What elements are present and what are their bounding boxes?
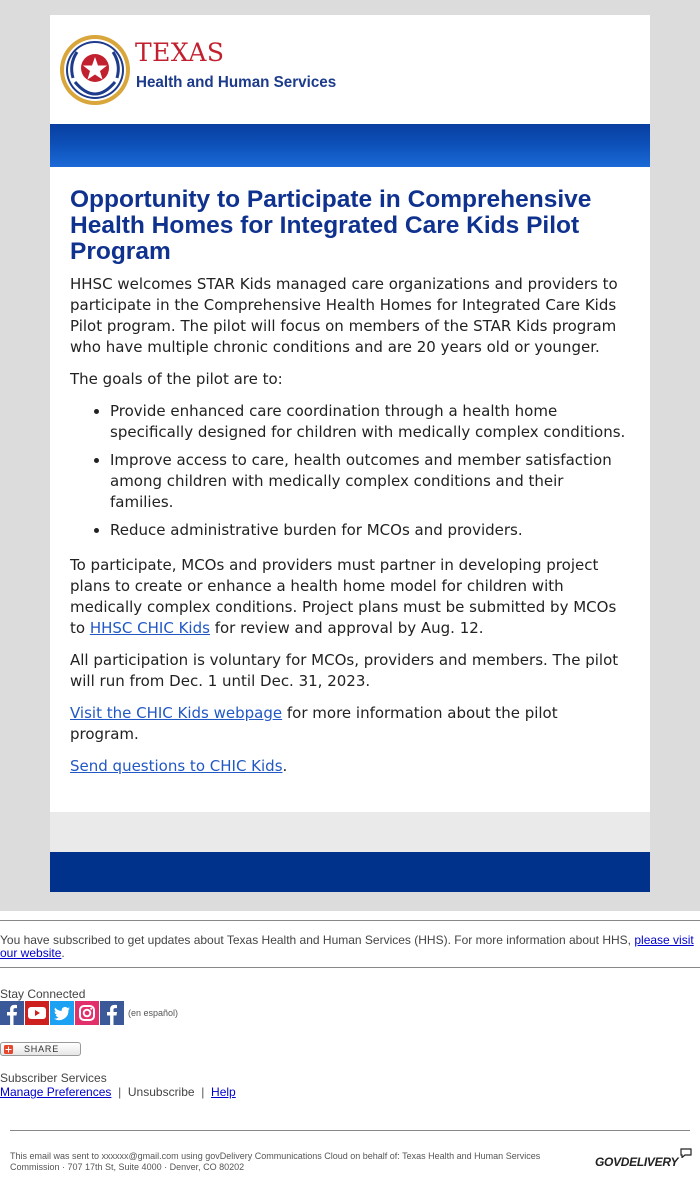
subscription-tail: .	[61, 946, 65, 960]
goals-list	[70, 401, 630, 541]
subscription-text: You have subscribed to get updates about Texas Health and Human Services (HHS). For more information about HHS,	[0, 933, 632, 947]
hhsc-chic-kids-link[interactable]: HHSC CHIC Kids	[89, 619, 210, 637]
govdelivery-brand: GOVDELIVERY	[595, 1155, 679, 1169]
facebook-icon[interactable]	[100, 1001, 124, 1025]
logo-subtitle: Health and Human Services	[136, 74, 337, 91]
webpage-paragraph	[70, 703, 630, 745]
questions-tail: .	[282, 757, 288, 775]
subscriber-links	[0, 1086, 700, 1099]
subscription-notice	[0, 934, 700, 960]
webpage-tail: for more information about the pilot program.	[70, 704, 558, 743]
visit-website-link[interactable]: please visit our website	[0, 933, 694, 960]
list-item: • Provide enhanced care coordination through a health home specifically designed for children with medically complex conditions.	[110, 401, 630, 443]
plus-icon	[4, 1045, 13, 1054]
texas-seal-icon	[59, 34, 131, 106]
separator: |	[201, 1085, 205, 1099]
hhs-logo[interactable]	[59, 34, 337, 106]
speech-bubble-icon	[680, 1148, 692, 1158]
participate-paragraph	[70, 555, 630, 639]
header-blue-bar	[50, 124, 650, 167]
article-title: Opportunity to Participate in Comprehensive Health Homes for Integrated Care Kids Pilot Program	[70, 186, 592, 265]
share-wrapper	[0, 1042, 700, 1056]
chic-kids-webpage-link[interactable]: Visit the CHIC Kids webpage	[70, 704, 283, 722]
youtube-icon[interactable]	[25, 1001, 49, 1025]
voluntary-paragraph: All participation is voluntary for MCOs, providers and members. The pilot will run from Dec. 1 until Dec. 31, 2023.	[70, 651, 619, 690]
divider	[10, 1130, 690, 1131]
manage-preferences-link[interactable]: Manage Preferences	[0, 1085, 112, 1099]
email-card	[50, 15, 650, 892]
help-link[interactable]: Help	[211, 1085, 236, 1099]
subscriber-services-heading: Subscriber Services	[0, 1071, 107, 1085]
list-item: • Improve access to care, health outcomes and member satisfaction among children with medically complex conditions and their families.	[110, 450, 630, 513]
facebook-icon[interactable]	[0, 1001, 24, 1025]
list-item: • Reduce administrative burden for MCOs and providers.	[110, 520, 630, 541]
email-footer	[10, 1130, 690, 1172]
divider	[0, 967, 700, 968]
footer-text: This email was sent to xxxxxx@gmail.com using govDelivery Communications Cloud on behalf of: Texas Health and Human Services Commission · 707 17th St, Suite 4000 · Denver, CO 80202	[10, 1151, 541, 1172]
participate-tail: for review and approval by Aug. 12.	[214, 619, 484, 637]
subscription-area	[0, 911, 700, 1099]
divider	[0, 920, 700, 921]
goals-intro: The goals of the pilot are to:	[70, 370, 283, 388]
questions-paragraph	[70, 756, 630, 777]
twitter-icon[interactable]	[50, 1001, 74, 1025]
en-espanol-label[interactable]: (en español)	[128, 1008, 179, 1018]
instagram-icon[interactable]	[75, 1001, 99, 1025]
unsubscribe-link[interactable]: Unsubscribe	[127, 1085, 195, 1099]
participate-text: To participate, MCOs and providers must partner in developing project plans to create or enhance a health home model for children with medically complex conditions. Project plans must be submitted by MCOs to	[70, 556, 617, 637]
separator: |	[118, 1085, 122, 1099]
logo-title: TEXAS	[135, 38, 225, 67]
share-button[interactable]	[0, 1042, 81, 1056]
footer-light-band	[50, 812, 650, 852]
social-links	[0, 1001, 700, 1025]
footer-navy-bar	[50, 852, 650, 892]
send-questions-link[interactable]: Send questions to CHIC Kids	[70, 757, 283, 775]
govdelivery-logo[interactable]	[595, 1155, 678, 1169]
article-content	[70, 187, 630, 788]
share-label: SHARE	[24, 1044, 60, 1054]
stay-connected-heading: Stay Connected	[0, 987, 86, 1001]
intro-paragraph: HHSC welcomes STAR Kids managed care organizations and providers to participate in the Comprehensive Health Homes for Integrated Care Kids Pilot program. The pilot will focus on members of the STAR Kids program who have multiple chronic conditions and are 20 years old or younger.	[70, 275, 618, 356]
